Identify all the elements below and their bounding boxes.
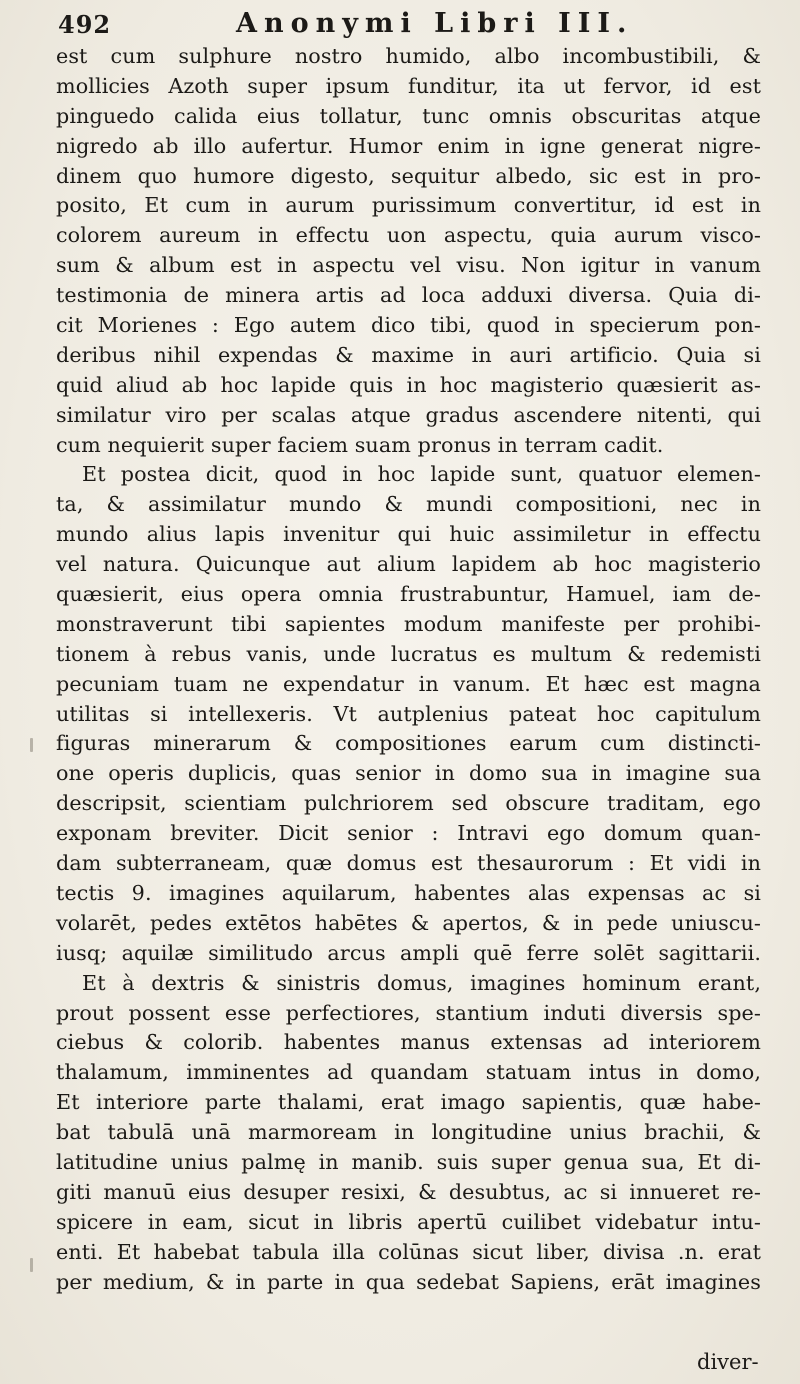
text-line: vel natura. Quicunque aut alium lapidem ab hoc magisterio	[56, 552, 761, 577]
text-line: quid aliud ab hoc lapide quis in hoc magisterio quæsierit as-	[56, 372, 761, 397]
text-line: per medium, & in parte in qua sedebat Sapiens, erāt imagines	[56, 1269, 761, 1294]
text-line: similatur viro per scalas atque gradus ascendere nitenti, qui	[56, 402, 761, 427]
text-line: Et à dextris & sinistris domus, imagines hominum erant,	[82, 970, 761, 995]
text-line: Et postea dicit, quod in hoc lapide sunt, quatuor elemen-	[82, 462, 761, 487]
text-line: bat tabulā unā marmoream in longitudine unius brachii, &	[56, 1120, 761, 1145]
text-line: utilitas si intellexeris. Vt autplenius pateat hoc capitulum	[56, 701, 761, 726]
text-line: descripsit, scientiam pulchriorem sed obscure traditam, ego	[56, 791, 761, 816]
text-line: Et interiore parte thalami, erat imago sapientis, quæ habe-	[56, 1090, 761, 1115]
margin-mark	[30, 1258, 33, 1272]
running-title: Anonymi Libri III.	[236, 8, 634, 39]
catchword: diver-	[697, 1350, 759, 1374]
text-line: ta, & assimilatur mundo & mundi compositioni, nec in	[56, 492, 761, 517]
text-line: thalamum, imminentes ad quandam statuam intus in domo,	[56, 1060, 761, 1085]
text-line: prout possent esse perfectiores, stantium induti diversis spe-	[56, 1000, 761, 1025]
text-line: mollicies Azoth super ipsum funditur, ita ut fervor, id est	[56, 73, 761, 98]
text-line: testimonia de minera artis ad loca adduxi diversa. Quia di-	[56, 283, 761, 308]
text-line: tionem à rebus vanis, unde lucratus es multum & redemisti	[56, 641, 761, 666]
text-line: enti. Et habebat tabula illa colūnas sicut liber, divisa .n. erat	[56, 1239, 761, 1264]
text-line: posito, Et cum in aurum purissimum convertitur, id est in	[56, 193, 761, 218]
page-number: 492	[58, 10, 112, 39]
margin-mark	[30, 738, 33, 752]
text-line: giti manuū eius desuper resixi, & desubtus, ac si innueret re-	[56, 1179, 761, 1204]
text-line: ciebus & colorib. habentes manus extensas ad interiorem	[56, 1030, 761, 1055]
text-line: monstraverunt tibi sapientes modum manifeste per prohibi-	[56, 611, 761, 636]
text-line: pecuniam tuam ne expendatur in vanum. Et hæc est magna	[56, 671, 761, 696]
text-line: quæsierit, eius opera omnia frustrabuntur, Hamuel, iam de-	[56, 582, 761, 607]
text-line: tectis 9. imagines aquilarum, habentes alas expensas ac si	[56, 880, 761, 905]
text-line: cit Morienes : Ego autem dico tibi, quod in specierum pon-	[56, 313, 761, 338]
text-line: colorem aureum in effectu uon aspectu, quia aurum visco-	[56, 223, 761, 248]
text-line: volarēt, pedes extētos habētes & apertos, & in pede uniuscu-	[56, 910, 761, 935]
text-line: cum nequierit super faciem suam pronus in terram cadit.	[56, 432, 664, 457]
text-line: sum & album est in aspectu vel visu. Non igitur in vanum	[56, 253, 761, 278]
text-line: exponam breviter. Dicit senior : Intravi ego domum quan-	[56, 821, 761, 846]
page-header	[58, 8, 758, 44]
text-line: latitudine unius palmę in manib. suis super genua sua, Et di-	[56, 1149, 761, 1174]
text-line: nigredo ab illo aufertur. Humor enim in igne generat nigre-	[56, 133, 761, 158]
text-line: figuras minerarum & compositiones earum cum distincti-	[56, 731, 761, 756]
text-line: est cum sulphure nostro humido, albo incombustibili, &	[56, 44, 761, 68]
body-text	[56, 42, 761, 1297]
text-line: mundo alius lapis invenitur qui huic assimiletur in effectu	[56, 522, 761, 547]
text-line: deribus nihil expendas & maxime in auri artificio. Quia si	[56, 342, 761, 367]
text-line: dam subterraneam, quæ domus est thesaurorum : Et vidi in	[56, 851, 761, 876]
text-line: iusq; aquilæ similitudo arcus ampli quē ferre solēt sagittarii.	[56, 940, 761, 965]
text-line: one operis duplicis, quas senior in domo sua in imagine sua	[56, 761, 761, 786]
text-line: spicere in eam, sicut in libris apertū cuilibet videbatur intu-	[56, 1209, 761, 1234]
text-line: pinguedo calida eius tollatur, tunc omnis obscuritas atque	[56, 103, 761, 128]
text-line: dinem quo humore digesto, sequitur albedo, sic est in pro-	[56, 163, 761, 188]
